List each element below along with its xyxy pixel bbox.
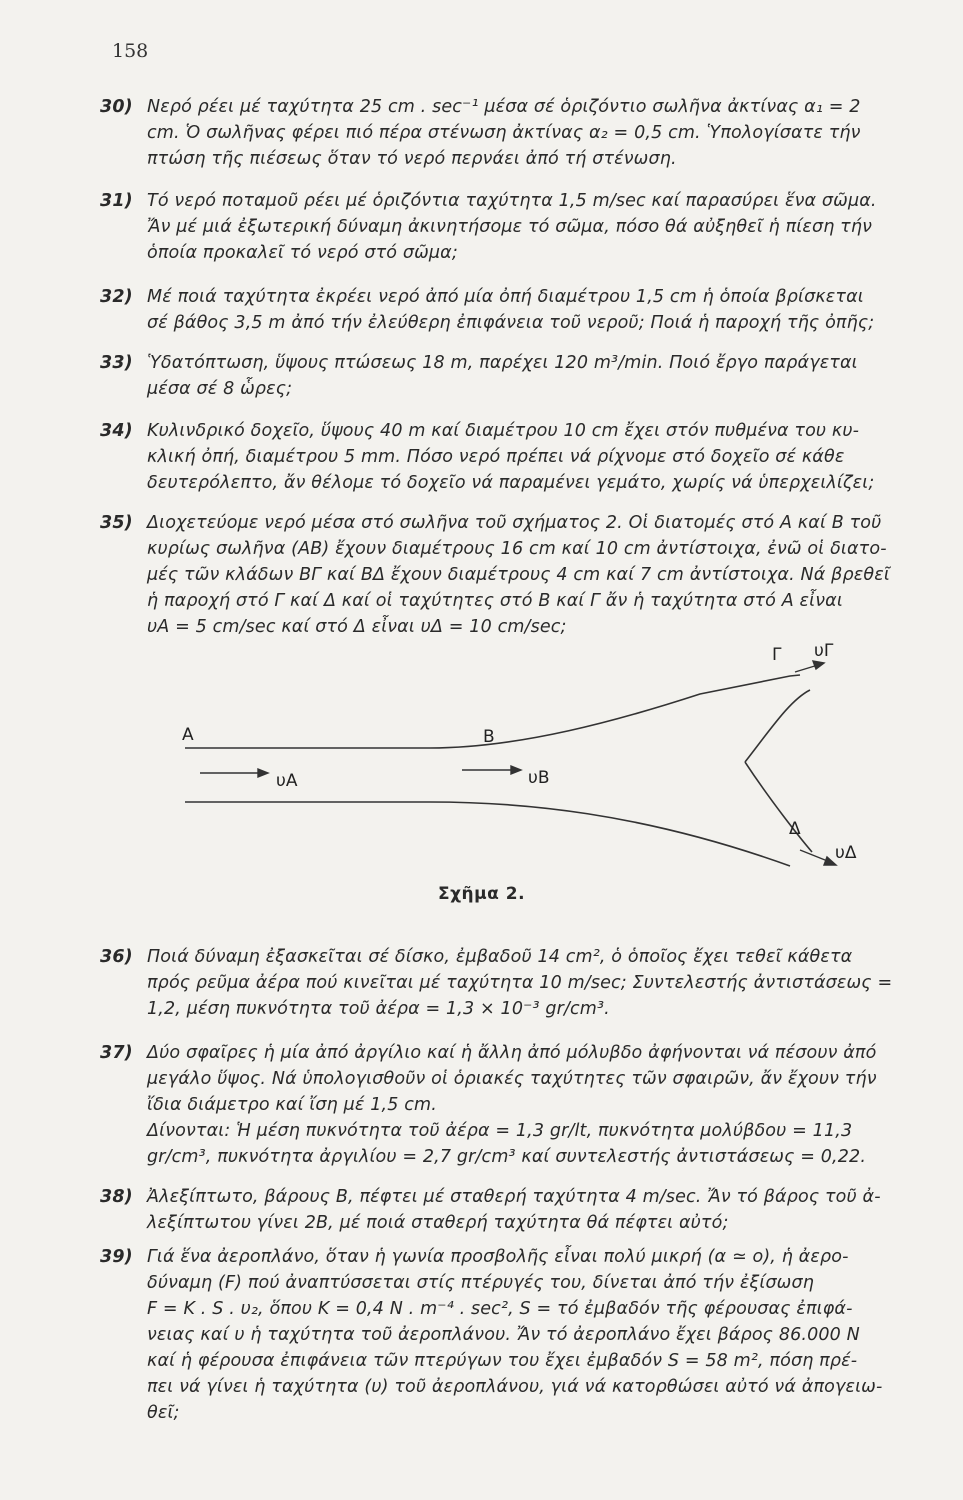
problem-line: μές τῶν κλάδων ΒΓ καί ΒΔ ἔχουν διαμέτρους 4 cm καί 7 cm ἀντίστοιχα. Νά βρεθεῖ bbox=[147, 565, 890, 585]
problem-line: πτώση τῆς πιέσεως ὅταν τό νερό περνάει ἀπό τή στένωση. bbox=[147, 149, 677, 169]
problem-number: 37) bbox=[100, 1043, 133, 1063]
problem-line: Ἄν μέ μιά ἐξωτερική δύναμη ἀκινητήσομε τό σῶμα, πόσο θά αὐξηθεῖ ἡ πίεση τήν bbox=[147, 217, 873, 237]
problem-number: 33) bbox=[100, 353, 133, 373]
problem-line: υΑ = 5 cm/sec καί στό Δ εἶναι υΔ = 10 cm/sec; bbox=[147, 617, 567, 637]
problem-line: νειας καί υ ἡ ταχύτητα τοῦ ἀεροπλάνου. Ἄν τό ἀεροπλάνο ἔχει βάρος 86.000 N bbox=[147, 1325, 860, 1345]
problem-38 bbox=[100, 1184, 930, 1236]
problem-number: 32) bbox=[100, 287, 133, 307]
problem-line: Δύο σφαῖρες ἡ μία ἀπό ἀργίλιο καί ἡ ἄλλη ἀπό μόλυβδο ἀφήνονται νά πέσουν ἀπό bbox=[147, 1043, 877, 1063]
problem-line: Διοχετεύομε νερό μέσα στό σωλῆνα τοῦ σχήματος 2. Οἱ διατομές στό Α καί Β τοῦ bbox=[147, 513, 882, 533]
label-vb: υB bbox=[528, 768, 550, 788]
problem-number: 31) bbox=[100, 191, 133, 211]
problem-line: Ὑδατόπτωση, ὕψους πτώσεως 18 m, παρέχει 120 m³/min. Ποιό ἔργο παράγεται bbox=[147, 353, 858, 373]
problem-line: μεγάλο ὕψος. Νά ὑπολογισθοῦν οἱ ὁριακές ταχύτητες τῶν σφαιρῶν, ἄν ἔχουν τήν bbox=[147, 1069, 877, 1089]
pipe-wall-lower bbox=[185, 802, 790, 866]
problem-line: καί ἡ φέρουσα ἐπιφάνεια τῶν πτερύγων του ἔχει ἐμβαδόν S = 58 m², πόση πρέ- bbox=[147, 1351, 858, 1371]
problem-line: gr/cm³, πυκνότητα ἀργιλίου = 2,7 gr/cm³ καί συντελεστής ἀντιστάσεως = 0,22. bbox=[147, 1147, 867, 1167]
problem-line: cm. Ὁ σωλῆνας φέρει πιό πέρα στένωση ἀκτίνας α₂ = 0,5 cm. Ὑπολογίσατε τήν bbox=[147, 123, 861, 143]
figure-caption: Σχῆμα 2. bbox=[437, 884, 526, 904]
problem-line: λεξίπτωτου γίνει 2Β, μέ ποιά σταθερή ταχύτητα θά πέφτει αὐτό; bbox=[147, 1213, 729, 1233]
label-a: Α bbox=[182, 725, 194, 745]
problem-line: Κυλινδρικό δοχεῖο, ὕψους 40 m καί διαμέτρου 10 cm ἔχει στόν πυθμένα του κυ- bbox=[147, 421, 860, 441]
problem-line: ἴδια διάμετρο καί ἴση μέ 1,5 cm. bbox=[147, 1095, 437, 1115]
problem-line: 1,2, μέση πυκνότητα τοῦ ἀέρα = 1,3 × 10⁻³ gr/cm³. bbox=[147, 999, 610, 1019]
problem-number: 34) bbox=[100, 421, 133, 441]
problem-line: Ἀλεξίπτωτο, βάρους Β, πέφτει μέ σταθερή ταχύτητα 4 m/sec. Ἄν τό βάρος τοῦ ἀ- bbox=[147, 1187, 881, 1207]
problem-line: Δίνονται: Ἡ μέση πυκνότητα τοῦ ἀέρα = 1,3 gr/lt, πυκνότητα μολύβδου = 11,3 bbox=[147, 1121, 853, 1141]
label-b: Β bbox=[483, 727, 495, 747]
label-va: υA bbox=[276, 771, 298, 791]
problem-line: ὁποία προκαλεῖ τό νερό στό σῶμα; bbox=[147, 243, 458, 263]
arrow-g-head bbox=[813, 661, 824, 669]
problem-37 bbox=[100, 1040, 930, 1170]
label-vg: υΓ bbox=[814, 641, 834, 661]
problem-line: Γιά ἕνα ἀεροπλάνο, ὅταν ἡ γωνία προσβολῆς εἶναι πολύ μικρή (α ≃ ο), ἡ ἀερο- bbox=[147, 1247, 849, 1267]
problem-line: κυρίως σωλῆνα (ΑΒ) ἔχουν διαμέτρους 16 cm καί 10 cm ἀντίστοιχα, ἐνῶ οἱ διατο- bbox=[147, 539, 887, 559]
label-vd: υΔ bbox=[835, 843, 857, 863]
branch-g-inner-wall bbox=[745, 690, 810, 762]
arrow-b-head bbox=[511, 766, 521, 774]
problem-number: 30) bbox=[100, 97, 133, 117]
branch-d-inner-wall bbox=[745, 762, 812, 852]
label-g: Γ bbox=[772, 645, 782, 665]
problem-number: 39) bbox=[100, 1247, 133, 1267]
problem-number: 35) bbox=[100, 513, 133, 533]
problem-line: δευτερόλεπτο, ἄν θέλομε τό δοχεῖο νά παραμένει γεμάτο, χωρίς νά ὑπερχειλίζει; bbox=[147, 473, 875, 493]
problem-line: Μέ ποιά ταχύτητα ἐκρέει νερό ἀπό μία ὀπή διαμέτρου 1,5 cm ἡ ὁποία βρίσκεται bbox=[147, 287, 864, 307]
problem-line: σέ βάθος 3,5 m ἀπό τήν ἐλεύθερη ἐπιφάνεια τοῦ νεροῦ; Ποιά ἡ παροχή τῆς ὀπῆς; bbox=[147, 313, 875, 333]
problem-line: ἡ παροχή στό Γ καί Δ καί οἱ ταχύτητες στό Β καί Γ ἄν ἡ ταχύτητα στό Α εἶναι bbox=[147, 591, 843, 611]
problem-line: Τό νερό ποταμοῦ ρέει μέ ὁριζόντια ταχύτητα 1,5 m/sec καί παρασύρει ἕνα σῶμα. bbox=[147, 191, 877, 211]
problem-line: πρός ρεῦμα ἀέρα πού κινεῖται μέ ταχύτητα 10 m/sec; Συντελεστής ἀντιστάσεως = bbox=[147, 973, 893, 993]
problem-39 bbox=[100, 1244, 930, 1426]
problem-36 bbox=[100, 944, 930, 1022]
arrow-a-head bbox=[258, 769, 268, 777]
problem-line: Νερό ρέει μέ ταχύτητα 25 cm . sec⁻¹ μέσα σέ ὁριζόντιο σωλῆνα ἀκτίνας α₁ = 2 bbox=[147, 97, 861, 117]
problem-number: 38) bbox=[100, 1187, 133, 1207]
problem-number: 36) bbox=[100, 947, 133, 967]
page-number: 158 bbox=[112, 40, 149, 62]
problem-line: κλική ὀπή, διαμέτρου 5 mm. Πόσο νερό πρέπει νά ρίχνομε στό δοχεῖο σέ κάθε bbox=[147, 447, 845, 467]
problem-line: μέσα σέ 8 ὧρες; bbox=[147, 379, 293, 399]
label-d: Δ bbox=[789, 819, 801, 839]
problem-line: πει νά γίνει ἡ ταχύτητα (υ) τοῦ ἀεροπλάνου, γιά νά κατορθώσει αὐτό νά ἀπογειω- bbox=[147, 1377, 883, 1397]
problem-line: δύναμη (F) πού ἀναπτύσσεται στίς πτέρυγές του, δίνεται ἀπό τήν ἐξίσωση bbox=[147, 1273, 814, 1293]
problem-line: Ποιά δύναμη ἐξασκεῖται σέ δίσκο, ἐμβαδοῦ 14 cm², ὁ ὁποῖος ἔχει τεθεῖ κάθετα bbox=[147, 947, 853, 967]
problem-line: θεῖ; bbox=[147, 1403, 180, 1423]
problem-line: F = K . S . υ₂, ὅπου K = 0,4 N . m⁻⁴ . sec², S = τό ἐμβαδόν τῆς φέρουσας ἐπιφά- bbox=[147, 1299, 853, 1319]
